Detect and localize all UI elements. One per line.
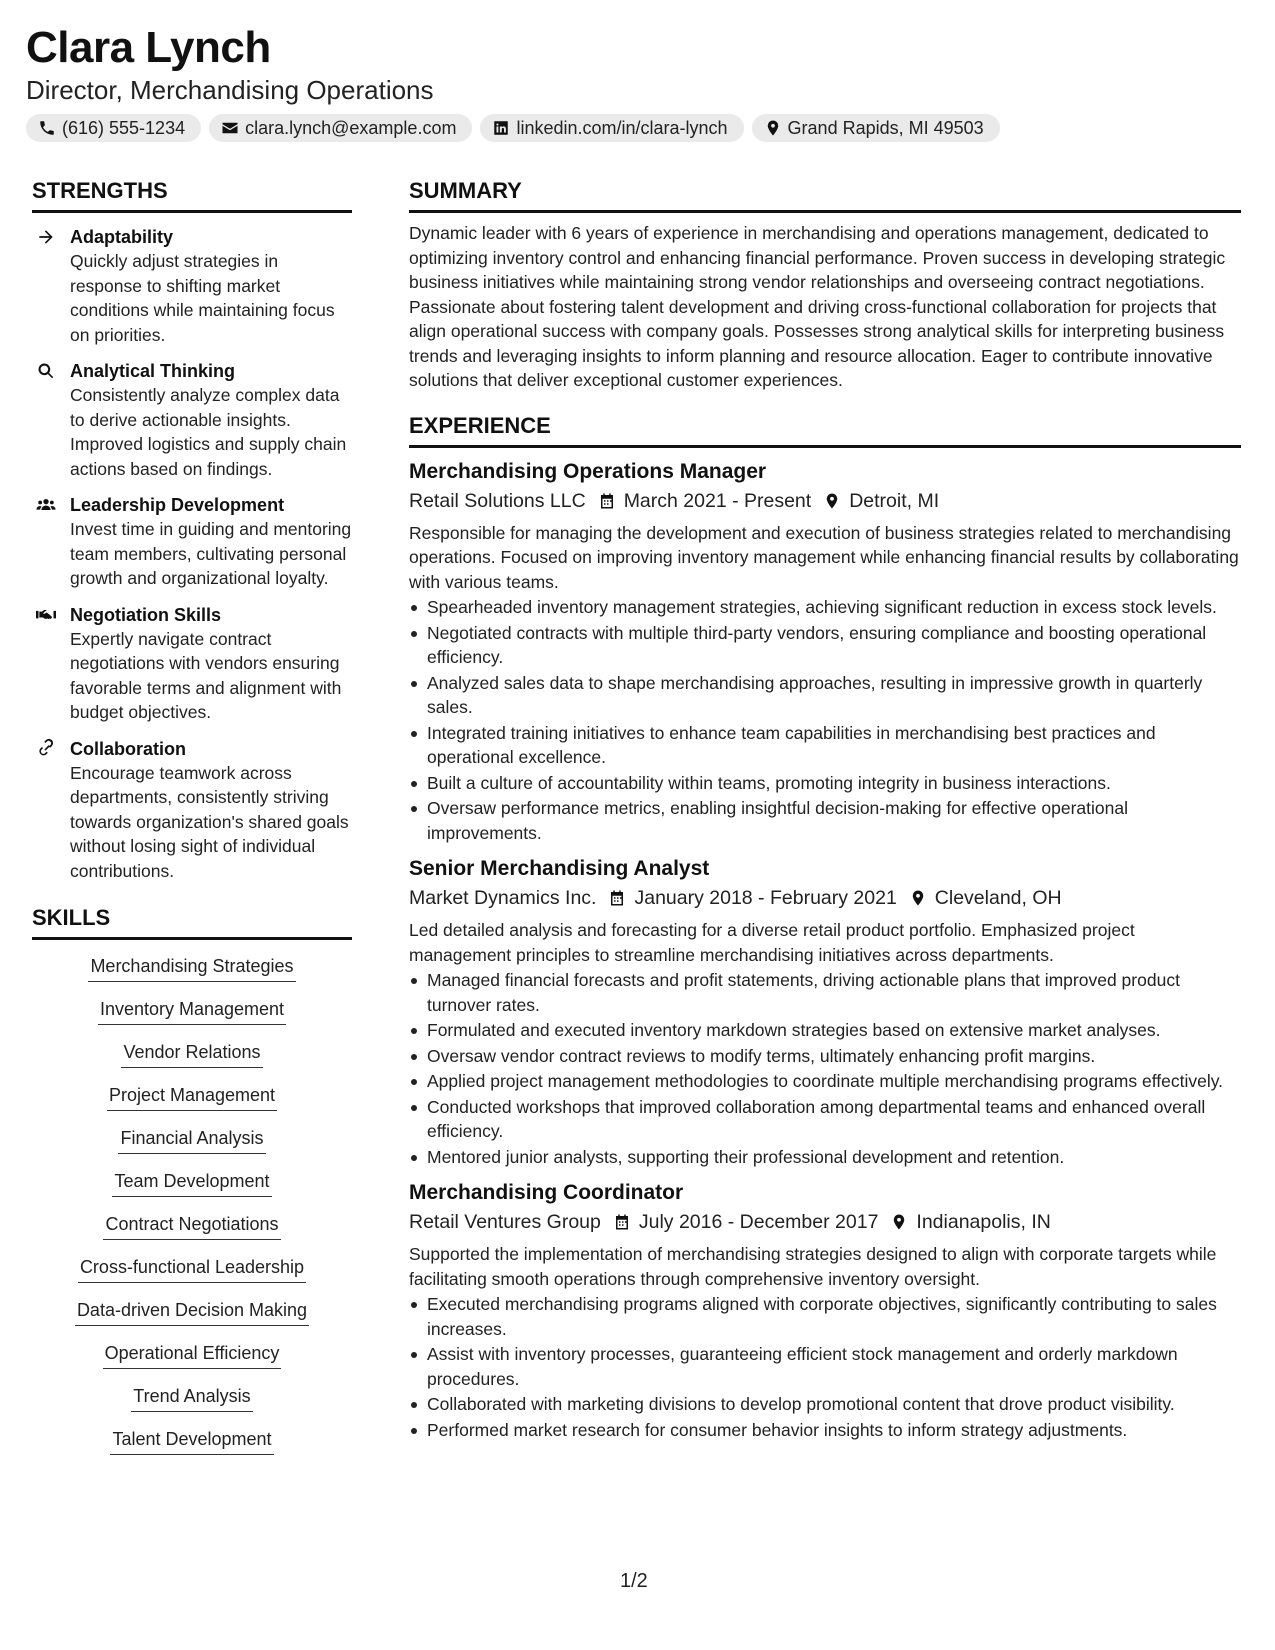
contact-location[interactable] bbox=[752, 114, 1000, 142]
job-company: Retail Solutions LLC bbox=[409, 489, 586, 512]
summary-heading: SUMMARY bbox=[409, 176, 1241, 213]
users-icon bbox=[36, 495, 56, 515]
job-meta bbox=[409, 486, 1241, 516]
skill-tag: Project Management bbox=[107, 1083, 277, 1111]
arrow-right-icon bbox=[36, 227, 56, 247]
map-pin-icon bbox=[823, 492, 841, 510]
strength-name: Negotiation Skills bbox=[70, 604, 222, 625]
job-bullets bbox=[409, 968, 1241, 1169]
strength-desc: Quickly adjust strategies in response to shifting market conditions while maintaining focus on priorities. bbox=[70, 251, 335, 345]
location-text: Grand Rapids, MI 49503 bbox=[787, 117, 984, 138]
skill-tag: Vendor Relations bbox=[121, 1040, 262, 1068]
strength-desc: Expertly navigate contract negotiations with vendors ensuring favorable terms and alignment with budget objectives. bbox=[70, 628, 342, 722]
job-entry bbox=[409, 1179, 1241, 1442]
right-column bbox=[409, 176, 1241, 1443]
skill-tag: Data-driven Decision Making bbox=[75, 1298, 309, 1326]
job-description: Led detailed analysis and forecasting for a diverse retail product portfolio. Emphasized project management principles to streamline merchandising initiatives across departments. bbox=[409, 920, 1135, 965]
skills-section bbox=[32, 903, 352, 1470]
job-description: Supported the implementation of merchandising strategies designed to align with corporate targets while facilitating smooth operations through comprehensive inventory oversight. bbox=[409, 1244, 1217, 1289]
bullet-item: Applied project management methodologies to coordinate multiple merchandising programs effectively. bbox=[409, 1069, 1241, 1094]
email-text: clara.lynch@example.com bbox=[245, 117, 457, 138]
job-meta bbox=[409, 1207, 1241, 1237]
calendar-icon bbox=[608, 889, 626, 907]
bullet-item: Assist with inventory processes, guaranteeing efficient stock management and orderly markdown procedures. bbox=[409, 1342, 1241, 1391]
skills-list bbox=[32, 954, 352, 1470]
strength-name: Collaboration bbox=[70, 738, 186, 759]
job-dates: July 2016 - December 2017 bbox=[638, 1211, 879, 1233]
skill-tag: Inventory Management bbox=[98, 997, 286, 1025]
bullet-item: Analyzed sales data to shape merchandising approaches, resulting in impressive growth in quarterly sales. bbox=[409, 671, 1241, 720]
skill-tag: Financial Analysis bbox=[118, 1126, 265, 1154]
strength-desc: Invest time in guiding and mentoring team members, cultivating personal growth and organizational loyalty. bbox=[70, 519, 352, 588]
calendar-icon bbox=[613, 1213, 631, 1231]
phone-icon bbox=[38, 119, 56, 137]
contact-linkedin[interactable] bbox=[480, 114, 743, 142]
job-company: Market Dynamics Inc. bbox=[409, 887, 597, 909]
skill-tag: Team Development bbox=[112, 1169, 271, 1197]
job-bullets bbox=[409, 1292, 1241, 1442]
bullet-item: Performed market research for consumer behavior insights to inform strategy adjustments. bbox=[409, 1418, 1241, 1443]
strengths-list bbox=[32, 225, 352, 883]
resume-header bbox=[26, 22, 1245, 142]
job-location: Indianapolis, IN bbox=[916, 1211, 1051, 1233]
strength-item bbox=[32, 493, 352, 591]
bullet-item: Oversaw performance metrics, enabling insightful decision-making for effective operational improvements. bbox=[409, 796, 1241, 845]
map-pin-icon bbox=[909, 889, 927, 907]
envelope-icon bbox=[221, 119, 239, 137]
bullet-item: Built a culture of accountability within teams, promoting integrity in business interactions. bbox=[409, 771, 1241, 796]
map-pin-icon bbox=[890, 1213, 908, 1231]
strength-name: Adaptability bbox=[70, 227, 174, 247]
job-company: Retail Ventures Group bbox=[409, 1211, 601, 1233]
contact-email[interactable] bbox=[209, 114, 472, 142]
strength-item bbox=[32, 603, 352, 725]
summary-text: Dynamic leader with 6 years of experience in merchandising and operations management, dedicated to optimizing inventory control and enhancing financial performance. Proven success in developing strategic business initiatives while maintaining strong vendor relationships and overseeing contract negotiations. Passionate about fostering talent development and driving cross-functional collaboration for projects that align operational success with company goals. Possesses strong analytical skills for interpreting business trends and leveraging insights to inform planning and resource allocation. Eager to contribute innovative solutions that deliver exceptional customer experiences. bbox=[409, 223, 1226, 390]
bullet-item: Executed merchandising programs aligned with corporate objectives, significantly contributing to sales increases. bbox=[409, 1292, 1241, 1341]
skill-tag: Merchandising Strategies bbox=[88, 954, 295, 982]
job-entry bbox=[409, 458, 1241, 846]
bullet-item: Collaborated with marketing divisions to develop promotional content that drove product visibility. bbox=[409, 1392, 1241, 1417]
linkedin-text: linkedin.com/in/clara-lynch bbox=[516, 117, 728, 138]
candidate-title: Director, Merchandising Operations bbox=[26, 75, 434, 105]
strength-item bbox=[32, 359, 352, 481]
skill-tag: Contract Negotiations bbox=[103, 1212, 280, 1240]
bullet-item: Managed financial forecasts and profit statements, driving actionable plans that improved product turnover rates. bbox=[409, 968, 1241, 1017]
skill-tag: Talent Development bbox=[110, 1427, 273, 1455]
strengths-heading: STRENGTHS bbox=[32, 176, 352, 213]
strength-name: Analytical Thinking bbox=[70, 361, 236, 381]
contact-phone[interactable] bbox=[26, 114, 201, 142]
job-dates: January 2018 - February 2021 bbox=[634, 887, 897, 909]
contact-bar bbox=[26, 114, 1245, 142]
bullet-item: Mentored junior analysts, supporting their professional development and retention. bbox=[409, 1145, 1241, 1170]
skill-tag: Operational Efficiency bbox=[103, 1341, 282, 1369]
experience-heading: EXPERIENCE bbox=[409, 411, 1241, 448]
strength-desc: Consistently analyze complex data to derive actionable insights. Improved logistics and supply chain actions based on findings. bbox=[70, 385, 347, 479]
job-title: Merchandising Operations Manager bbox=[409, 459, 767, 483]
linkedin-icon bbox=[492, 119, 510, 137]
job-dates: March 2021 - Present bbox=[623, 489, 812, 512]
magnifier-icon bbox=[36, 361, 56, 381]
strength-item bbox=[32, 737, 352, 884]
job-location: Cleveland, OH bbox=[934, 887, 1062, 909]
skill-tag: Trend Analysis bbox=[131, 1384, 252, 1412]
strength-item bbox=[32, 225, 352, 347]
link-icon bbox=[36, 739, 56, 759]
calendar-icon bbox=[598, 492, 616, 510]
left-column bbox=[32, 176, 352, 1470]
job-entry bbox=[409, 855, 1241, 1169]
job-description: Responsible for managing the development and execution of business strategies related to merchandising operations. Focused on improving inventory management while enhancing financial results by collaborating with various teams. bbox=[409, 522, 1239, 592]
job-title: Senior Merchandising Analyst bbox=[409, 857, 710, 880]
skills-heading: SKILLS bbox=[32, 903, 352, 940]
bullet-item: Integrated training initiatives to enhance team capabilities in merchandising best practices and operational excellence. bbox=[409, 721, 1241, 770]
candidate-name: Clara Lynch bbox=[26, 23, 271, 72]
map-pin-icon bbox=[764, 119, 782, 137]
bullet-item: Spearheaded inventory management strategies, achieving significant reduction in excess stock levels. bbox=[409, 595, 1241, 620]
handshake-icon bbox=[36, 605, 56, 625]
skill-tag: Cross-functional Leadership bbox=[78, 1255, 306, 1283]
bullet-item: Formulated and executed inventory markdown strategies based on extensive market analyses. bbox=[409, 1018, 1241, 1043]
page-number: 1/2 bbox=[620, 1570, 648, 1592]
job-title: Merchandising Coordinator bbox=[409, 1181, 684, 1204]
bullet-item: Conducted workshops that improved collaboration among departmental teams and enhanced overall efficiency. bbox=[409, 1095, 1241, 1144]
job-bullets bbox=[409, 595, 1241, 845]
job-location: Detroit, MI bbox=[849, 489, 940, 512]
strength-desc: Encourage teamwork across departments, consistently striving towards organization's shared goals without losing sight of individual contributions. bbox=[70, 762, 349, 881]
strength-name: Leadership Development bbox=[70, 495, 285, 515]
bullet-item: Oversaw vendor contract reviews to modify terms, ultimately enhancing profit margins. bbox=[409, 1044, 1241, 1069]
phone-text: (616) 555-1234 bbox=[62, 117, 186, 138]
job-meta bbox=[409, 883, 1241, 913]
experience-section bbox=[409, 411, 1241, 1443]
bullet-item: Negotiated contracts with multiple third-party vendors, ensuring compliance and boosting operational efficiency. bbox=[409, 621, 1241, 670]
